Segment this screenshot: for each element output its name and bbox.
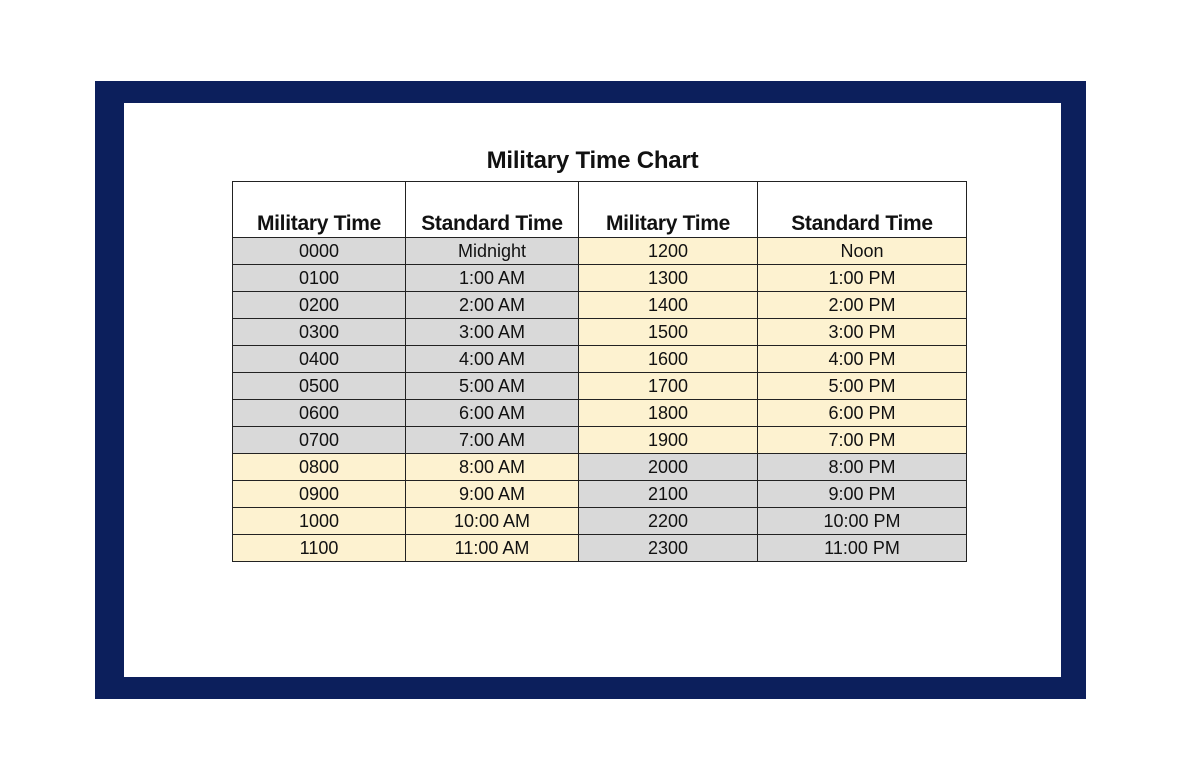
standard-time-cell: 2:00 AM [406,292,579,319]
military-time-cell: 1200 [579,238,758,265]
military-time-cell: 1900 [579,427,758,454]
military-time-cell: 0900 [233,481,406,508]
standard-time-cell: 8:00 PM [758,454,967,481]
standard-time-cell: 5:00 AM [406,373,579,400]
page-border-frame [95,81,1086,699]
table-row [233,427,967,454]
standard-time-cell: 7:00 AM [406,427,579,454]
standard-time-cell: 1:00 AM [406,265,579,292]
standard-time-cell: 10:00 PM [758,508,967,535]
standard-time-cell: 2:00 PM [758,292,967,319]
military-time-cell: 0500 [233,373,406,400]
military-time-cell: 2100 [579,481,758,508]
military-time-cell: 0100 [233,265,406,292]
military-time-cell: 0000 [233,238,406,265]
standard-time-cell: Midnight [406,238,579,265]
chart-panel [124,103,1061,677]
standard-time-cell: 3:00 AM [406,319,579,346]
table-row [233,292,967,319]
military-time-cell: 0800 [233,454,406,481]
standard-time-cell: 7:00 PM [758,427,967,454]
military-time-cell: 2300 [579,535,758,562]
military-time-cell: 1300 [579,265,758,292]
standard-time-cell: 10:00 AM [406,508,579,535]
standard-time-cell: 3:00 PM [758,319,967,346]
military-time-cell: 1000 [233,508,406,535]
military-time-cell: 1400 [579,292,758,319]
military-time-cell: 1600 [579,346,758,373]
standard-time-cell: 1:00 PM [758,265,967,292]
table-row [233,346,967,373]
table-row [233,400,967,427]
header-military-time-am: Military Time [233,182,406,238]
standard-time-cell: 6:00 PM [758,400,967,427]
standard-time-cell: 4:00 PM [758,346,967,373]
standard-time-cell: 6:00 AM [406,400,579,427]
table-row [233,373,967,400]
military-time-cell: 0600 [233,400,406,427]
header-standard-time-am: Standard Time [406,182,579,238]
military-time-cell: 0400 [233,346,406,373]
page-title: Military Time Chart [486,147,699,174]
standard-time-cell: Noon [758,238,967,265]
table-header-row [233,182,967,238]
table-row [233,454,967,481]
military-time-table [232,181,967,562]
standard-time-cell: 11:00 PM [758,535,967,562]
header-military-time-pm: Military Time [579,182,758,238]
military-time-cell: 0300 [233,319,406,346]
table-row [233,481,967,508]
military-time-cell: 2200 [579,508,758,535]
table-row [233,535,967,562]
military-time-cell: 0700 [233,427,406,454]
standard-time-cell: 9:00 PM [758,481,967,508]
military-time-cell: 0200 [233,292,406,319]
header-standard-time-pm: Standard Time [758,182,967,238]
military-time-cell: 1100 [233,535,406,562]
military-time-cell: 1500 [579,319,758,346]
table-row [233,265,967,292]
table-body [233,238,967,562]
table-row [233,238,967,265]
standard-time-cell: 5:00 PM [758,373,967,400]
military-time-cell: 2000 [579,454,758,481]
table-row [233,508,967,535]
standard-time-cell: 9:00 AM [406,481,579,508]
standard-time-cell: 4:00 AM [406,346,579,373]
standard-time-cell: 8:00 AM [406,454,579,481]
table-row [233,319,967,346]
military-time-cell: 1800 [579,400,758,427]
standard-time-cell: 11:00 AM [406,535,579,562]
military-time-cell: 1700 [579,373,758,400]
